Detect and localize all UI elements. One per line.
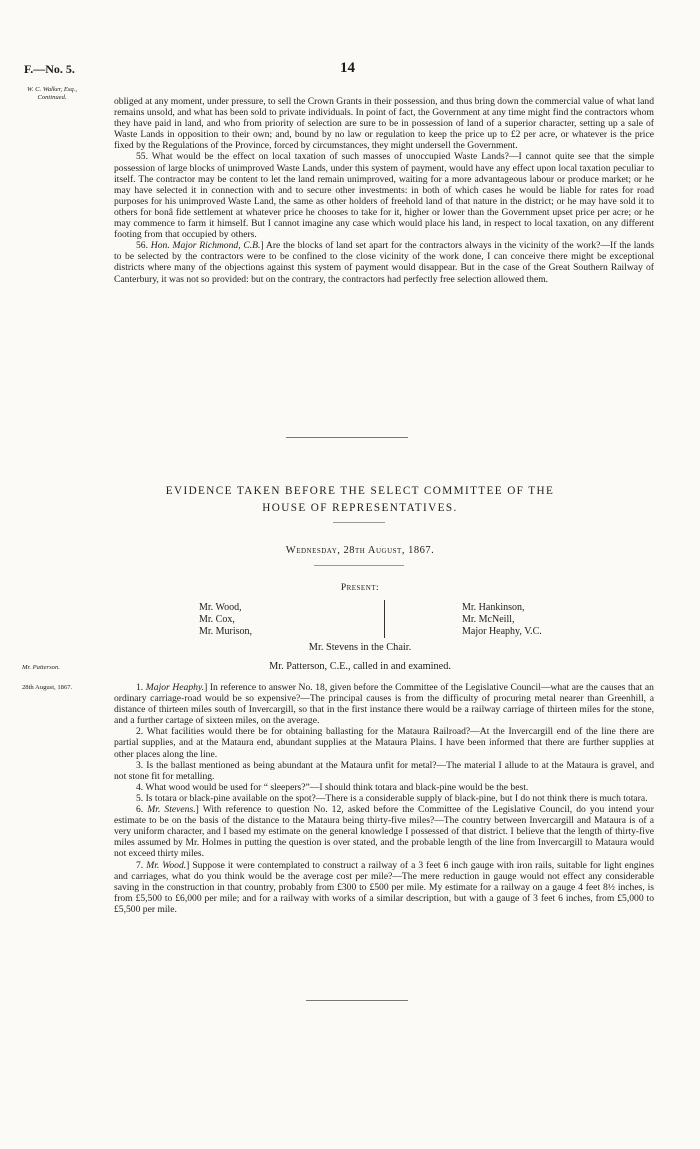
question-2: 2. What facilities would there be for obtaining ballasting for the Mataura Railroad?—At the Invercargill end of the line there are partial supplies, and at the Mataura end, abundant supplies at the Mataura Plains. I have been informed that there are further supplies at other places along the line. [114, 726, 654, 760]
session-date: Wednesday, 28th August, 1867. [285, 545, 435, 556]
side-note-witness-name [22, 86, 82, 102]
witness-intro: Mr. Patterson, C.E., called in and examined. [269, 661, 451, 672]
evidence-title-line2: HOUSE OF REPRESENTATIVES. [262, 502, 458, 514]
evidence-title-line1: EVIDENCE TAKEN BEFORE THE SELECT COMMITTEE OF THE [165, 485, 555, 497]
side-note-walker: W. C. Walker, Esq., [26, 86, 78, 93]
member-left: Mr. Murison, [199, 626, 253, 638]
side-note-continued: Continued. [37, 94, 67, 101]
q7-speaker: Mr. Wood. [146, 859, 187, 871]
question-1 [114, 682, 654, 726]
question-6 [114, 804, 654, 859]
side-note-date: 28th August, 1867. [22, 684, 73, 691]
member-right: Major Heaphy, V.C. [462, 626, 542, 638]
member-left: Mr. Cox, [199, 614, 235, 626]
section-label: F.—No. 5. [24, 62, 75, 76]
q6-speaker: Mr. Stevens. [147, 804, 196, 816]
closing-rule [306, 1000, 408, 1001]
members-divider [384, 600, 385, 638]
walker-paragraph-1: obliged at any moment, under pressure, to sell the Crown Grants in their possession, and thus bring down the commercial value of what land remains unsold, and what has been sold to private individuals. In point of fact, the Government at any time might find the contractors whom they have paid in land, and who from priority of selection are sure to be in possession of land of a superior character, setting up a sale of Waste Lands in opposition to their own; and, bound by no law or regulation to keep the price up to £2 per acre, or whatever is the price fixed by the Regulations of the Province, forced by circumstances, they might undersell the Government. [114, 96, 654, 152]
member-right: Mr. McNeill, [462, 614, 515, 626]
walker-paragraph-55: 55. What would be the effect on local taxation of such masses of unoccupied Waste Lands?—I cannot quite see that the simple possession of large blocks of unimproved Waste Lands, under this system of payment, would have any effect upon local taxation peculiar to itself. The contractor may be content to let the land remain unimproved, waiting for a more advantageous labour or produce market; or he may have selected it in connection with and to secure other investments: in both of which cases he would be liable for rates for road purposes for his unimproved Waste Land, the same as other holders of freehold land of that nature in the district; or he may have sold it to others for bonâ fide settlement at whatever price he chooses to take for it, higher or lower than the Government upset price per acre; or he may commence to farm it himself. But I cannot imagine any case which would place his land, in respect to local taxation, on any different footing from that occupied by others. [114, 151, 654, 241]
question-5: 5. Is totara or black-pine available on the spot?—There is a considerable supply of black-pine, but I do not think there is much totara. [136, 792, 648, 804]
question-7 [114, 860, 654, 915]
q56-number: 56. [136, 240, 148, 252]
question-4: 4. What wood would be used for “ sleepers?”—I should think totara and black-pine would be the best. [136, 781, 529, 793]
member-right: Mr. Hankinson, [462, 602, 525, 613]
q7-number: 7. [136, 859, 144, 871]
q56-speaker: Hon. Major Richmond, C.B. [150, 240, 261, 252]
section-divider [286, 437, 408, 438]
walker-answers [114, 96, 654, 285]
members-left [199, 602, 252, 639]
side-note-patterson: Mr. Patterson. [22, 664, 60, 671]
date-rule [314, 565, 404, 566]
q6-text: ] With reference to question No. 12, asked before the Committee of the Legislative Council, do you intend your estimate to be on the basis of the distance to the Mataura being thirty-five miles?—The country between Invercargill and Mataura is of a very uniform character, and I based my estimate on the general knowledge I possessed of that district. I believe that the length of thirty-five miles assumed by Mr. Holmes in putting the question is over stated, and the probable length of the line from Invercargill to Mataura would not exceed thirty miles. [114, 804, 654, 860]
q1-text: ] In reference to answer No. 18, given before the Committee of the Legislative Council—what are the causes that an ordinary carriage-road would be so expensive?—The principal causes is from the difficulty of procuring metal nearer than Greenhill, a distance of thirteen miles south of Invercargill, so that in the first instance there would be a railway carriage of thirteen miles for the stone, and a further cartage of sixteen miles, on the average. [114, 682, 654, 727]
members-right [462, 602, 542, 639]
chair-line: Mr. Stevens in the Chair. [308, 642, 412, 653]
present-label: Present: [340, 583, 380, 593]
member-left: Mr. Wood, [199, 602, 242, 613]
q1-speaker: Major Heaphy. [145, 682, 205, 693]
q7-text: ] Suppose it were contemplated to construct a railway of a 3 feet 6 inch gauge with iron rails, suitable for light engines and carriages, what do you think would be the average cost per mile?—The mere reduction in gauge would not effect any considerable saving in the construction in that country, probably from £300 to £500 per mile. My estimate for a railway on a gauge 4 feet 8½ inches, is from £5,500 to £6,000 per mile; and for a railway with works of a similar description, but with a gauge of 3 feet 6 inches, from £5,000 to £5,500 per mile. [114, 859, 654, 915]
walker-paragraph-56 [114, 240, 654, 284]
patterson-answers [114, 682, 654, 915]
q56-text: ] Are the blocks of land set apart for the contractors always in the vicinity of the work?—If the lands to be selected by the contractors were to be confined to the close vicinity of the work done, I can conceive there might be exceptional districts where many of the objections against this system of payment would disappear. But in the case of the Great Southern Railway of Canterbury, it was not so provided: but on the contrary, the contractors had perfectly free selection allowed them. [114, 240, 654, 285]
q1-number: 1. [136, 682, 144, 693]
title-rule [333, 522, 385, 523]
question-3: 3. Is the ballast mentioned as being abundant at the Mataura unfit for metal?—The material I allude to at the Mataura is gravel, and not stone fit for metalling. [114, 759, 654, 782]
page-number: 14 [340, 60, 355, 76]
q6-number: 6. [136, 804, 144, 816]
